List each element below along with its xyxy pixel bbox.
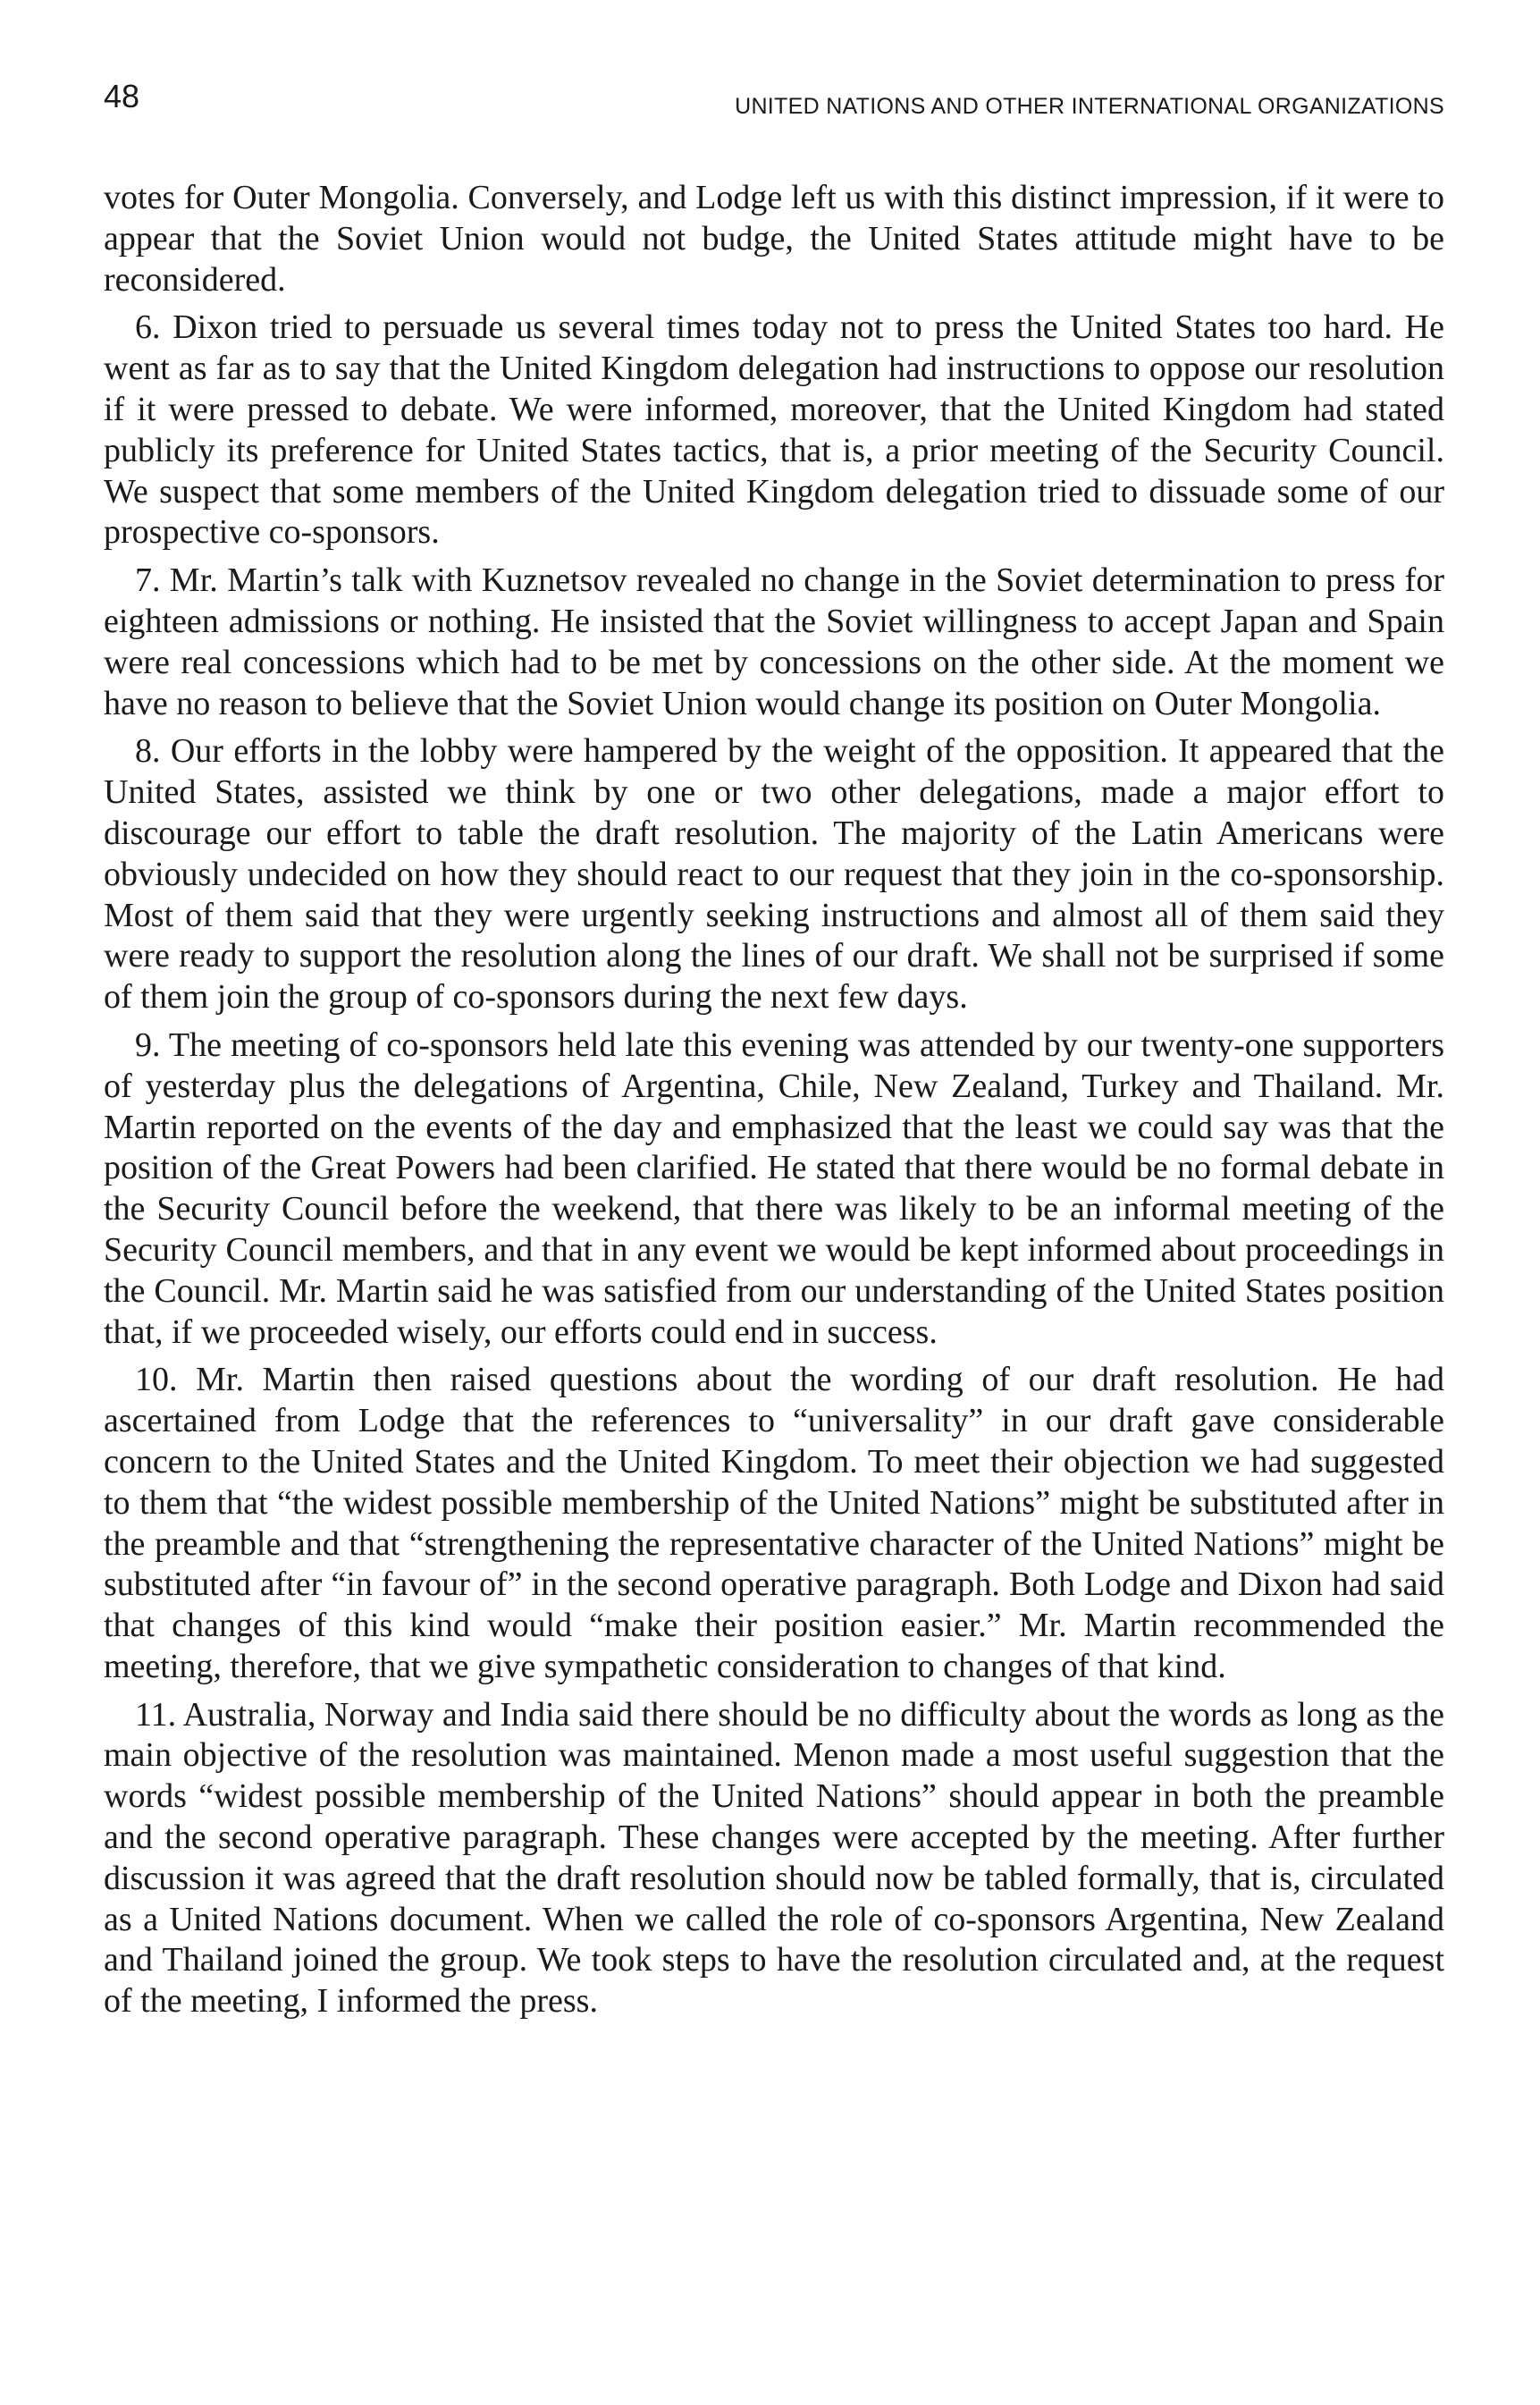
- page-header: [104, 75, 1444, 129]
- running-head: UNITED NATIONS AND OTHER INTERNATIONAL ORGANIZATIONS: [735, 94, 1444, 119]
- paragraph-continuation: votes for Outer Mongolia. Conversely, and Lodge left us with this distinct impression, if it were to appear that the Soviet Union would not budge, the United States attitude might have to be reconsidered.: [104, 179, 1444, 299]
- paragraph-9: 9. The meeting of co-sponsors held late this evening was attended by our twenty-one supporters of yesterday plus the delegations of Argentina, Chile, New Zealand, Turkey and Thailand. Mr. Martin reported on the events of the day and emphasized that the least we could say was that the position of the Great Powers had been clarified. He stated that there would be no formal debate in the Security Council before the weekend, that there was likely to be an informal meeting of the Security Council members, and that in any event we would be kept informed about proceedings in the Council. Mr. Martin said he was satisfied from our understanding of the United States position that, if we proceeded wisely, our efforts could end in success.: [104, 1025, 1444, 1351]
- paragraph-8: 8. Our efforts in the lobby were hampered by the weight of the opposition. It appeared that the United States, assisted we think by one or two other delegations, made a major effort to discourage our effort to table the draft resolution. The majority of the Latin Americans were obviously undecided on how they should react to our request that they join in the co-sponsorship. Most of them said that they were urgently seeking instructions and almost all of them said they were ready to support the resolution along the lines of our draft. We shall not be surprised if some of them join the group of co-sponsors during the next few days.: [104, 732, 1444, 1017]
- paragraph-10: 10. Mr. Martin then raised questions about the wording of our draft resolution. He had ascertained from Lodge that the references to “universality” in our draft gave considerable concern to the United States and the United Kingdom. To meet their objection we had suggested to them that “the widest possible membership of the United Nations” might be substituted after in the preamble and that “strengthening the representative character of the United Nations” might be substituted after “in favour of” in the second operative paragraph. Both Lodge and Dixon had said that changes of this kind would “make their position easier.” Mr. Martin recommended the meeting, therefore, that we give sympathetic consideration to changes of that kind.: [104, 1361, 1444, 1685]
- body-text: [104, 178, 1444, 2029]
- page-number: 48: [104, 78, 140, 114]
- paragraph-11: 11. Australia, Norway and India said there should be no difficulty about the words as long as the main objective of the resolution was maintained. Menon made a most useful suggestion that the words “widest possible membership of the United Nations” should appear in both the preamble and the second operative paragraph. These changes were accepted by the meeting. After further discussion it was agreed that the draft resolution should now be tabled formally, that is, circulated as a United Nations document. When we called the role of co-sponsors Argentina, New Zealand and Thailand joined the group. We took steps to have the resolution circulated and, at the request of the meeting, I informed the press.: [104, 1695, 1444, 2021]
- paragraph-7: 7. Mr. Martin’s talk with Kuznetsov revealed no change in the Soviet determination to press for eighteen admissions or nothing. He insisted that the Soviet willingness to accept Japan and Spain were real concessions which had to be met by concessions on the other side. At the moment we have no reason to believe that the Soviet Union would change its position on Outer Mongolia.: [104, 561, 1444, 722]
- paragraph-6: 6. Dixon tried to persuade us several times today not to press the United States too hard. He went as far as to say that the United Kingdom delegation had instructions to oppose our resolution if it were pressed to debate. We were informed, moreover, that the United Kingdom had stated publicly its preference for United States tactics, that is, a prior meeting of the Security Council. We suspect that some members of the United Kingdom delegation tried to dissuade some of our prospective co-sponsors.: [104, 308, 1444, 552]
